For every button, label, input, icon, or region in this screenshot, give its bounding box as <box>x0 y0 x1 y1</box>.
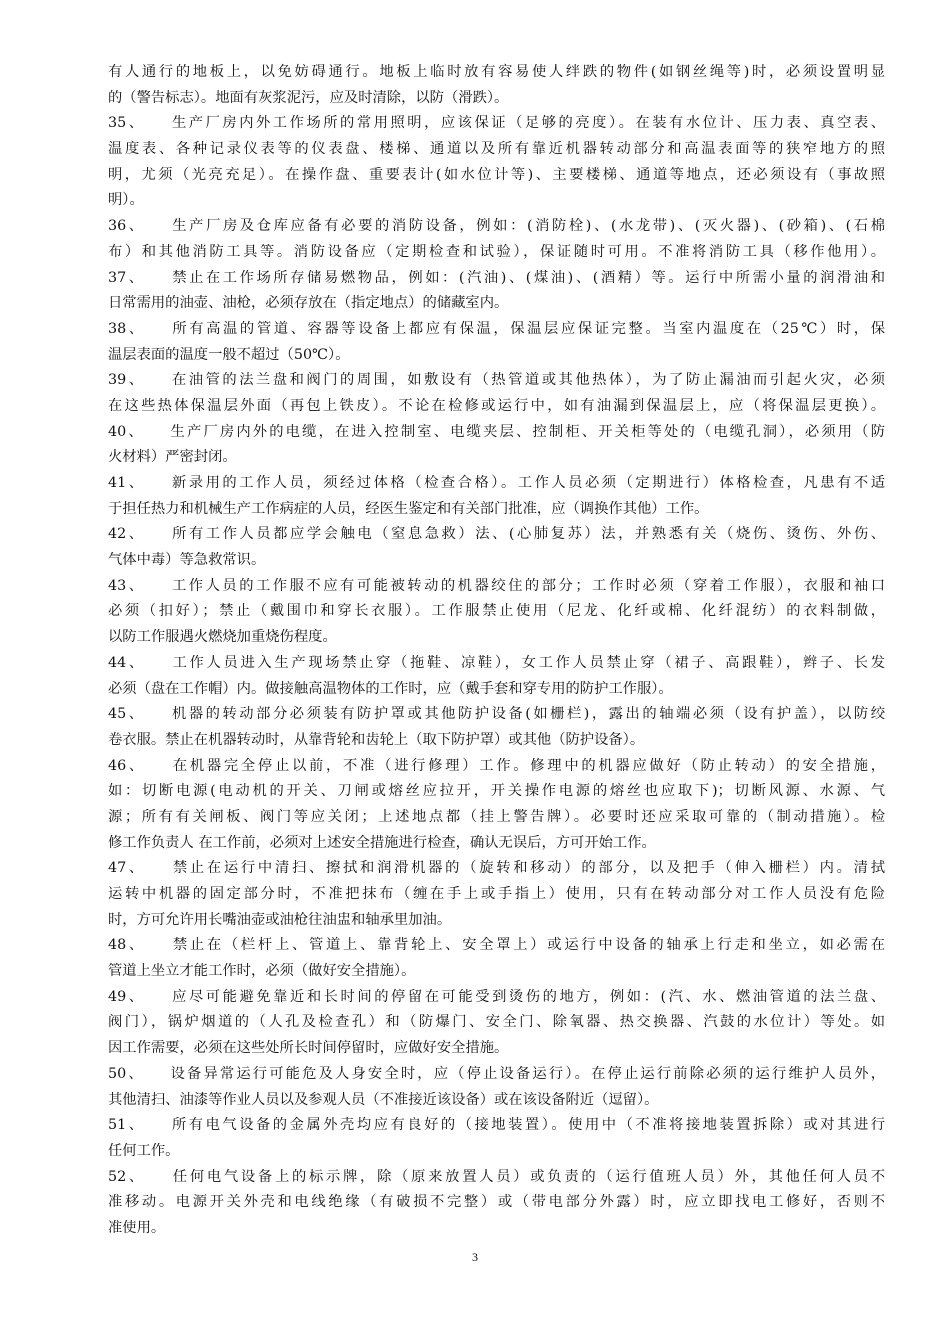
text-line: 准移动。电源开关外壳和电线绝缘（有破损不完整）或（带电部分外露）时，应立即找电工修好，否则不 <box>108 1194 885 1211</box>
page-number: 3 <box>472 1250 478 1264</box>
text-line: 39、 在油管的法兰盘和阀门的周围，如敷设有（热管道或其他热体），为了防止漏油而引起火灾，必须 <box>108 372 885 389</box>
text-line: 因工作需要，必须在这些处所长时间停留时，应做好安全措施。 <box>108 1040 509 1057</box>
text-line: 明）。 <box>108 192 144 209</box>
text-line: 以防工作服遇火燃烧加重烧伤程度。 <box>108 629 337 646</box>
document-body <box>108 60 885 1242</box>
text-line: 其他清扫、油漆等作业人员以及参观人员（不准接近该设备）或在该设备附近（逗留）。 <box>108 1091 659 1108</box>
text-line: 42、 所有工作人员都应学会触电（窒息急救）法、(心肺复苏）法，并熟悉有关（烧伤、烫伤、外伤、 <box>108 526 885 543</box>
text-line: 40、 生产厂房内外的电缆，在进入控制室、电缆夹层、控制柜、开关柜等处的（电缆孔洞），必须用（防 <box>108 423 885 440</box>
text-line: 50、 设备异常运行可能危及人身安全时，应（停止设备运行）。在停止运行前除必须的运行维护人员外， <box>108 1065 885 1082</box>
text-line: 明，尤须（光亮充足）。在操作盘、重要表计(如水位计等)、主要楼梯、通道等地点，还必须设有（事故照 <box>108 166 885 183</box>
text-line: 的（警告标志）。地面有灰浆泥污，应及时清除，以防（滑跌）。 <box>108 89 509 106</box>
text-line: 气体中毒）等急救常识。 <box>108 552 266 569</box>
text-line: 49、 应尽可能避免靠近和长时间的停留在可能受到烫伤的地方，例如：(汽、水、燃油管道的法兰盘、 <box>108 988 885 1005</box>
text-line: 源；所有有关闸板、阀门等应关闭；上述地点都（挂上警告牌）。必要时还应采取可靠的（制动措施）。检 <box>108 808 885 825</box>
text-line: 管道上坐立才能工作时，必须（做好安全措施）。 <box>108 963 416 980</box>
text-line: 48、 禁止在（栏杆上、管道上、靠背轮上、安全罩上）或运行中设备的轴承上行走和坐立，如必需在 <box>108 937 885 954</box>
text-line: 温层表面的温度一般不超过（50℃）。 <box>108 346 350 363</box>
text-line: 准使用。 <box>108 1219 166 1236</box>
text-line: 44、 工作人员进入生产现场禁止穿（拖鞋、凉鞋），女工作人员禁止穿（裙子、高跟鞋），辫子、长发 <box>108 654 885 671</box>
text-line: 运转中机器的固定部分时，不准把抹布（缠在手上或手指上）使用，只有在转动部分对工作人员没有危险 <box>108 886 885 902</box>
text-line: 38、 所有高温的管道、容器等设备上都应有保温，保温层应保证完整。当室内温度在（25℃）时，保 <box>108 320 885 337</box>
text-line: 43、 工作人员的工作服不应有可能被转动的机器绞住的部分；工作时必须（穿着工作服），衣服和袖口 <box>108 577 885 594</box>
text-line: 温度表、各种记录仪表等的仪表盘、楼梯、通道以及所有靠近机器转动部分和高温表面等的狭窄地方的照 <box>108 141 885 158</box>
text-line: 阀门），锅炉烟道的（人孔及检查孔）和（防爆门、安全门、除氧器、热交换器、汽鼓的水位计）等处。如 <box>108 1014 885 1031</box>
text-line: 火材料）严密封闭。 <box>108 449 237 466</box>
text-line: 必须（扣好）；禁止（戴围巾和穿长衣服）。工作服禁止使用（尼龙、化纤或棉、化纤混纺）的衣料制做， <box>108 603 885 620</box>
text-line: 布）和其他消防工具等。消防设备应（定期检查和试验），保证随时可用。不准将消防工具（移作他用）。 <box>108 243 885 260</box>
text-line: 51、 所有电气设备的金属外壳均应有良好的（接地装置）。使用中（不准将接地装置拆除）或对其进行 <box>108 1117 885 1134</box>
text-line: 有人通行的地板上，以免妨碍通行。地板上临时放有容易使人绊跌的物件(如钢丝绳等)时，必须设置明显 <box>108 64 885 80</box>
text-line: 在这些热体保温层外面（再包上铁皮）。不论在检修或运行中，如有油漏到保温层上，应（将保温层更换）。 <box>108 397 885 414</box>
text-line: 于担任热力和机械生产工作病症的人员，经医生鉴定和有关部门批准，应（调换作其他）工作。 <box>108 500 709 517</box>
text-line: 卷衣服。禁止在机器转动时，从靠背轮和齿轮上（取下防护罩）或其他（防护设备）。 <box>108 731 645 748</box>
text-line: 36、 生产厂房及仓库应备有必要的消防设备，例如：(消防栓)、(水龙带)、(灭火器)、(砂箱)、(石棉 <box>108 218 885 235</box>
text-line: 任何工作。 <box>108 1142 180 1159</box>
text-line: 必须（盘在工作帽）内。做接触高温物体的工作时，应（戴手套和穿专用的防护工作服）。 <box>108 680 673 697</box>
text-line: 45、 机器的转动部分必须装有防护罩或其他防护设备(如栅栏)，露出的轴端必须（设有护盖），以防绞 <box>108 706 885 723</box>
text-line: 修工作负责人 在工作前，必须对上述安全措施进行检查，确认无误后，方可开始工作。 <box>108 834 656 851</box>
text-line: 35、 生产厂房内外工作场所的常用照明，应该保证（足够的亮度）。在装有水位计、压力表、真空表、 <box>108 115 885 132</box>
text-line: 如：切断电源(电动机的开关、刀闸或熔丝应拉开，开关操作电源的熔丝也应取下)；切断风源、水源、气 <box>108 783 885 800</box>
text-line: 52、 任何电气设备上的标示牌，除（原来放置人员）或负责的（运行值班人员）外，其他任何人员不 <box>108 1168 885 1185</box>
text-line: 日常需用的油壶、油枪，必须存放在（指定地点）的储藏室内。 <box>108 295 509 312</box>
text-line: 41、 新录用的工作人员，须经过体格（检查合格）。工作人员必须（定期进行）体格检查，凡患有不适 <box>108 475 885 491</box>
text-line: 时，方可允许用长嘴油壶或油枪往油盅和轴承里加油。 <box>108 911 452 928</box>
text-line: 37、 禁止在工作场所存储易燃物品，例如：(汽油)、(煤油)、(酒精）等。运行中所需小量的润滑油和 <box>108 269 885 286</box>
text-line: 46、 在机器完全停止以前，不准（进行修理）工作。修理中的机器应做好（防止转动）的安全措施， <box>108 757 885 774</box>
text-line: 47、 禁止在运行中清扫、擦拭和润滑机器的（旋转和移动）的部分，以及把手（伸入栅栏）内。清拭 <box>108 860 885 877</box>
